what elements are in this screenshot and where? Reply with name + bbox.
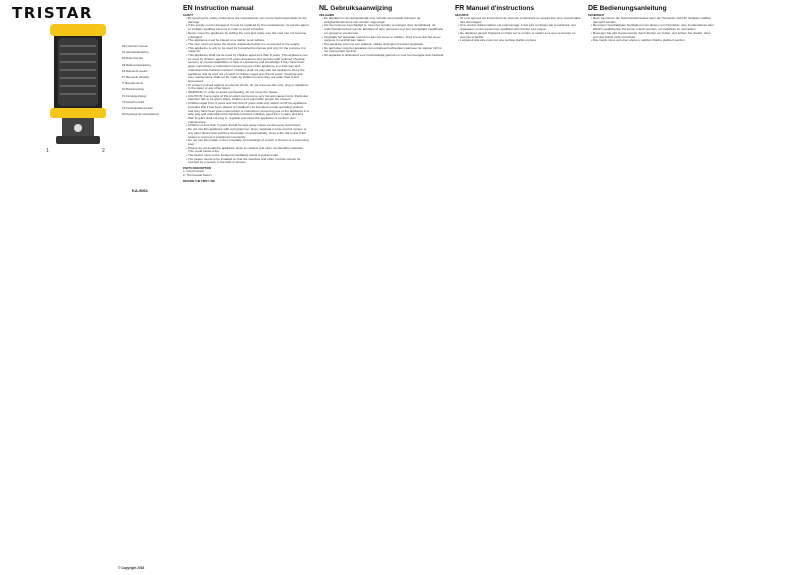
language-item: PL Instrukcja obsługi	[122, 94, 146, 98]
list-item: • L'appareil doit être posé sur une surface stable et plane.	[460, 39, 581, 43]
section-parts-en: PARTS DESCRIPTION	[183, 167, 212, 171]
safety-list-nl	[319, 17, 445, 58]
list-item: • This appliance shall not be used by children aged less than 8 years. This appliance can be used by children aged from 8 years and above and persons with reduced physical, sensory or mental capabilities or lack of experience and knowledge if they have been given supervision or instruction concerning use of the appliance in a safe way and understand the hazards involved. Children shall not play with the appliance. Keep the appliance and its cord out of reach of children aged less than 8 years. Cleaning and user maintenance shall not be made by children unless they are older than 8 and supervised.	[188, 54, 309, 84]
list-item: • Please do not install the appliance close to curtains and other combustible materials. This could cause a fire.	[188, 147, 309, 154]
list-item: • Do not use this heater in the immediate surroundings of a bath, a shower or a swimming pool.	[188, 139, 309, 146]
column-nl	[319, 5, 445, 571]
list-item: • Children aged from 3 years and less than 8 years shall only switch on/off the appliance provided that it has been placed or installed in its intended normal operating position and they have been given supervision or instruction concerning use of the appliance in a safe way and understand the hazards involved. Children aged from 3 years and less than 8 years shall not plug in, regulate and clean the appliance or perform user maintenance.	[188, 102, 309, 124]
section-safety-de: SICHERHEIT	[588, 14, 605, 17]
list-item: • The user must not leave the device unattended while it is connected to the supply.	[188, 43, 309, 47]
list-item: • Never move the appliance by pulling the cord and make sure the cord can not become entangled.	[188, 32, 309, 39]
list-item: • By ignoring the safety instructions the manufacturer can not be held responsible for the damage.	[188, 17, 309, 24]
svg-text:1: 1	[46, 148, 49, 154]
language-item: EN Instruction manual	[122, 45, 148, 48]
list-item: • Het apparaat moet op een stabiele, vlakke ondergrond worden geplaatst.	[324, 43, 445, 47]
list-item: • De fabrikant is niet aansprakelijk voor schade veroorzaakt wanneer de veiligheidsinstructies niet worden opgevolgd.	[324, 17, 445, 24]
list-item: • WARNING: In order to avoid overheating, do not cover the heater.	[188, 91, 309, 95]
list-item: • Verplaats het apparaat nooit door aan het snoer te trekken. Zorg ervoor dat het snoer nergens in verstrikt kan raken.	[324, 36, 445, 43]
safety-list-en	[183, 17, 309, 165]
language-item: FR Mode d'emploi	[122, 57, 143, 61]
language-item: DE Bedienungsanleitung	[122, 63, 151, 67]
list-item: • De gebruiker mag het apparaat niet onbeheerd achterlaten wanneer de stekker zich in het stopcontact bevindt.	[324, 47, 445, 54]
language-item: CS Návod k použití	[122, 100, 145, 104]
list-item: • Bewegen Sie das Gerät niemals durch Ziehen am Kabel, und achten Sie darauf, dass sich das Kabel nicht verwickelt.	[593, 32, 716, 39]
section-safety-nl: VEILIGHEID	[319, 14, 335, 17]
svg-text:2: 2	[102, 148, 105, 154]
list-item: • The appliance must be placed on a stable, level surface.	[188, 39, 309, 43]
brand-logo: TRISTAR	[12, 4, 93, 22]
language-item: ES Manual de usuario	[122, 69, 148, 73]
language-item: PT Manual de utilizador	[122, 76, 150, 80]
list-item: • Ne déplacez jamais l'appareil en tirant sur le cordon et veillez à ce que ce dernier ne soit pas entortillé.	[460, 32, 581, 39]
language-item: SK Používateľská príručka	[122, 107, 153, 111]
list-item: • Si le cordon d'alimentation est endommagé, il doit être remplacé par le fabricant, son réparateur ou des personnes qualifiées afin d'éviter tout risque.	[460, 24, 581, 31]
section-title-en: EN Instruction manual	[183, 5, 254, 12]
parts-item: 2. Thermostat button	[183, 172, 212, 177]
section-safety-fr: SÉCURITÉ	[455, 14, 469, 17]
safety-list-de	[588, 17, 716, 43]
list-item: • Das Gerät muss auf einer ebenen, stabilen Fläche platziert werden.	[593, 39, 716, 43]
section-title-fr: FR Manuel d'instructions	[455, 5, 535, 12]
language-item: IT Manuale utente	[122, 82, 143, 86]
language-item: SV Bruksanvisning	[122, 88, 144, 92]
list-item: • Dit apparaat is uitsluitend voor huishoudelijk gebruik en voor het beoogde doel bedoeld.	[324, 54, 445, 58]
list-item: • CAUTION: Some parts of this product can become very hot and cause burns. Particular attention has to be given where children and vulnerable people are present.	[188, 95, 309, 102]
list-item: • Beim Ignorieren der Sicherheitshinweise kann der Hersteller nicht für Schäden haftbar gemacht werden.	[593, 17, 716, 24]
list-item: • The heater must not be located immediately below a socket-outlet.	[188, 154, 309, 158]
list-item: • Als het netsnoer beschadigd is, moet het worden vervangen door de fabrikant, de onderhoudsmonteur van de fabrikant of door personen met een soortgelijke kwalificatie om gevaar te voorkomen.	[324, 24, 445, 35]
section-safety-en: SAFETY	[183, 14, 194, 17]
list-item: • To protect yourself against an electric shock, do not immerse the cord, plug or appliance in the water or any other liquid.	[188, 84, 309, 91]
list-item: • Bei einem beschädigten Netzkabel muss dieses vom Hersteller, dem Kundendienst oder ähnlich qualifizierten Personen ersetzt werden, um Gefahren zu vermeiden.	[593, 24, 716, 31]
language-item: RU Руководство пользователя	[122, 113, 159, 117]
copyright: © Copyright 2018	[118, 566, 145, 570]
column-en	[183, 5, 309, 571]
language-item: NL Gebruiksaanwijzing	[122, 51, 149, 55]
list-item: • This appliance is only to be used for household purposes and only for the purpose it is made for.	[188, 47, 309, 54]
section-title-nl: NL Gebruiksaanwijzing	[319, 5, 393, 12]
list-item: • Do not use this appliance with a programmer, timer, separate remote-control system or any other device that switches the heater on automatically, since a fire risk exists if the heater is covered or positioned incorrectly.	[188, 128, 309, 139]
column-de	[588, 5, 716, 571]
column-fr	[455, 5, 581, 571]
heater-product-image	[40, 24, 116, 154]
section-title-de: DE Bedienungsanleitung	[588, 5, 667, 12]
safety-list-fr	[455, 17, 581, 43]
section-before-first-use: BEFORE THE FIRST USE	[183, 179, 216, 183]
language-list	[122, 44, 162, 118]
list-item: • If the supply cord is damaged, it must be replaced by the manufacturer, its service agent or similarly qualified persons in order to avoid a hazard.	[188, 24, 309, 31]
parts-item: 1. Control knob	[183, 169, 204, 174]
model-number: KA-5061	[132, 188, 149, 193]
list-item: • Si vous ignorez les instructions de sécurité, le fabricant ne saurait être tenu responsable des dommages.	[460, 17, 581, 24]
list-item: • Children of less than 3 years should be kept away unless continuously supervised.	[188, 124, 309, 128]
list-item: • The heater needs to be installed so that the switches and other controls cannot be touched by a person in the bath or shower.	[188, 158, 309, 165]
